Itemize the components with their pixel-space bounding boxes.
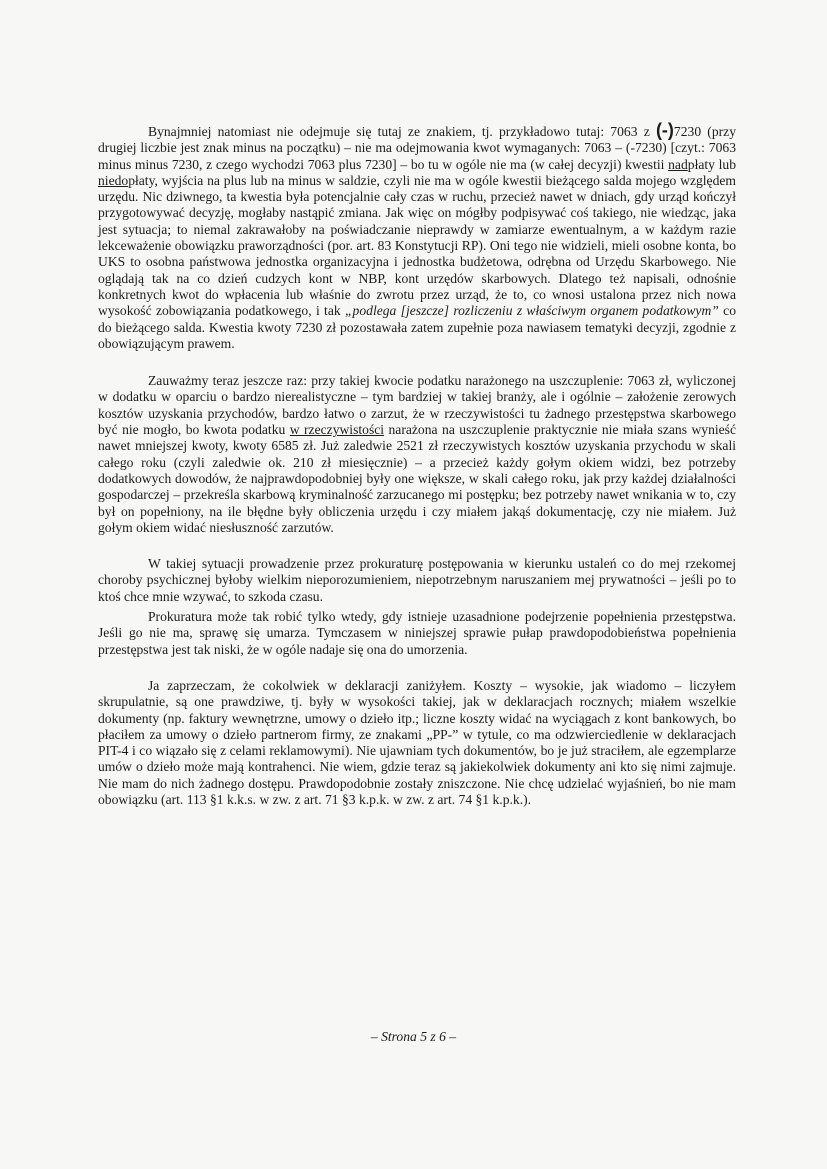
paragraph-3: W takiej sytuacji prowadzenie przez prokuraturę postępowania w kierunku ustaleń co do mej rzekomej choroby psychicznej byłoby wielkim nieporozumieniem, niepotrzebnym naruszaniem mej prywatności – jeśli po to ktoś chce mnie wzywać, to szkoda czasu. (98, 556, 736, 604)
italic-quote: „podlega [jeszcze] rozliczeniu z właściwym organem podatkowym” (345, 303, 719, 319)
paragraph-1-text: płaty, wyjścia na plus lub na minus w saldzie, czyli nie ma w ogóle kwestii bieżącego salda mojego względem urzędu. Nic dziwnego, ta kwestia była potencjalnie cały czas w ruchu, przecież nawet w dniach, gdy urząd kończył przygotowywać decyzję, mogłaby nastąpić zmiana. Jak więc on mógłby podpisywać coś takiego, nie wiedząc, jaka jest sytuacja; to niemal zakrawałoby na poświadczanie nieprawdy w zamiarze ewentualnym, a w każdym razie lekceważenie obowiązku praworządności (por. art. 83 Konstytucji RP). Oni tego nie widzieli, mieli osobne konta, bo UKS to osobna państwowa jednostka organizacyjna i jednostka budżetowa, odrębna od Urzędu Skarbowego. Nie oglądają tak na co dzień cudzych kont w NBP, kont urzędów skarbowych. Dlatego też napisali, odnośnie konkretnych kwot do wpłacenia lub właśnie do zwrotu przez urząd, że to, co wnosi ustalona przez nich nowa wysokość zobowiązania podatkowego, i tak (98, 172, 736, 319)
paragraph-4: Prokuratura może tak robić tylko wtedy, gdy istnieje uzasadnione podejrzenie popełnienia przestępstwa. Jeśli go nie ma, sprawę się umarza. Tymczasem w niniejszej sprawie pułap prawdopodobieństwa popełnienia przestępstwa jest tak niski, że w ogóle nadaje się ona do umorzenia. (98, 609, 736, 657)
paragraph-2 (98, 373, 736, 536)
paragraph-1-text: Bynajmniej natomiast nie odejmuje się tutaj ze znakiem, tj. przykładowo tutaj: 7063 z (148, 124, 656, 139)
paragraph-2-text: narażona na uszczuplenie praktycznie nie miała szans wynieść nawet mniejszej kwoty, kwoty 6585 zł. Już zaledwie 2521 zł rzeczywistych kosztów uzyskania przychodu w skali całego roku (czyli zaledwie ok. 210 zł miesięcznie) – a przecież każdy gołym okiem widzi, bez potrzeby dodatkowych dowodów, że najprawdopodobniej były one większe, w skali całego roku, jak przy każdej działalności gospodarczej – przekreśla skarbową kryminalność zarzucanego mi postępku; bez potrzeby nawet wnikania w to, czy był on popełniony, na ile błędne były obliczenia urzędu i czy miałem jakąś dokumentację, czy nie miałem. Już gołym okiem widać niesłuszność zarzutów. (98, 422, 736, 535)
paragraph-1-text: co do bieżącego salda. Kwestia kwoty 7230 zł pozostawała zatem zupełnie poza nawiasem tematyki decyzji, zgodnie z obowiązującym prawem. (98, 303, 736, 351)
document-body (98, 120, 737, 808)
paragraph-1 (98, 120, 737, 352)
underlined-term: w rzeczywistości (289, 422, 385, 438)
paragraph-2-text: Zauważmy teraz jeszcze raz: przy takiej kwocie podatku narażonego na uszczuplenie: 7063 zł, wyliczonej w dodatku w oparciu o bardzo nierealistyczne – tym bardziej w takiej branży, ale i ogólnie – założenie zerowych kosztów uzyskania przychodów, bardzo łatwo o zarzut, że w rzeczywistości tu żadnego przestępstwa skarbowego być nie mogło, bo kwota podatku (98, 373, 736, 438)
paragraph-1-text: 7230 (przy drugiej liczbie jest znak minus na początku) – nie ma odejmowania kwot wymaganych: 7063 – (-7230) [czyt.: 7063 minus minus 7230, z czego wychodzi 7063 plus 7230] – bo tu w ogóle nie ma (w całej decyzji) kwestii (98, 124, 736, 172)
page-footer: – Strona 5 z 6 – (370, 1029, 457, 1044)
underlined-term: nad (668, 156, 688, 172)
paragraph-1-text: płaty lub (687, 156, 737, 172)
underlined-term: niedo (98, 172, 129, 188)
handwritten-minus-mark: (-) (655, 120, 674, 140)
paragraph-5: Ja zaprzeczam, że cokolwiek w deklaracji zaniżyłem. Koszty – wysokie, jak wiadomo – liczyłem skrupulatnie, są one prawdziwe, tj. były w wysokości takiej, jak w deklaracjach rocznych; miałem wszelkie dokumenty (np. faktury wewnętrzne, umowy o dzieło itp.; liczne koszty widać na wyciągach z kont bankowych, bo płaciłem za umowy o dzieło partnerom firmy, ze znakami „PP-” w tytule, co ma odzwierciedlenie w deklaracjach PIT-4 i co wiązało się z celami reklamowymi). Nie ujawniam tych dokumentów, bo je już straciłem, ale egzemplarze umów o dzieło może mają kontrahenci. Nie wiem, gdzie teraz są jakiekolwiek dokumenty ani kto się nimi zajmuje. Nie mam do nich żadnego dostępu. Prawdopodobnie zostały zniszczone. Nie chcę udzielać wyjaśnień, bo nie mam obowiązku (art. 113 §1 k.k.s. w zw. z art. 71 §3 k.p.k. w zw. z art. 74 §1 k.p.k.). (98, 677, 736, 807)
